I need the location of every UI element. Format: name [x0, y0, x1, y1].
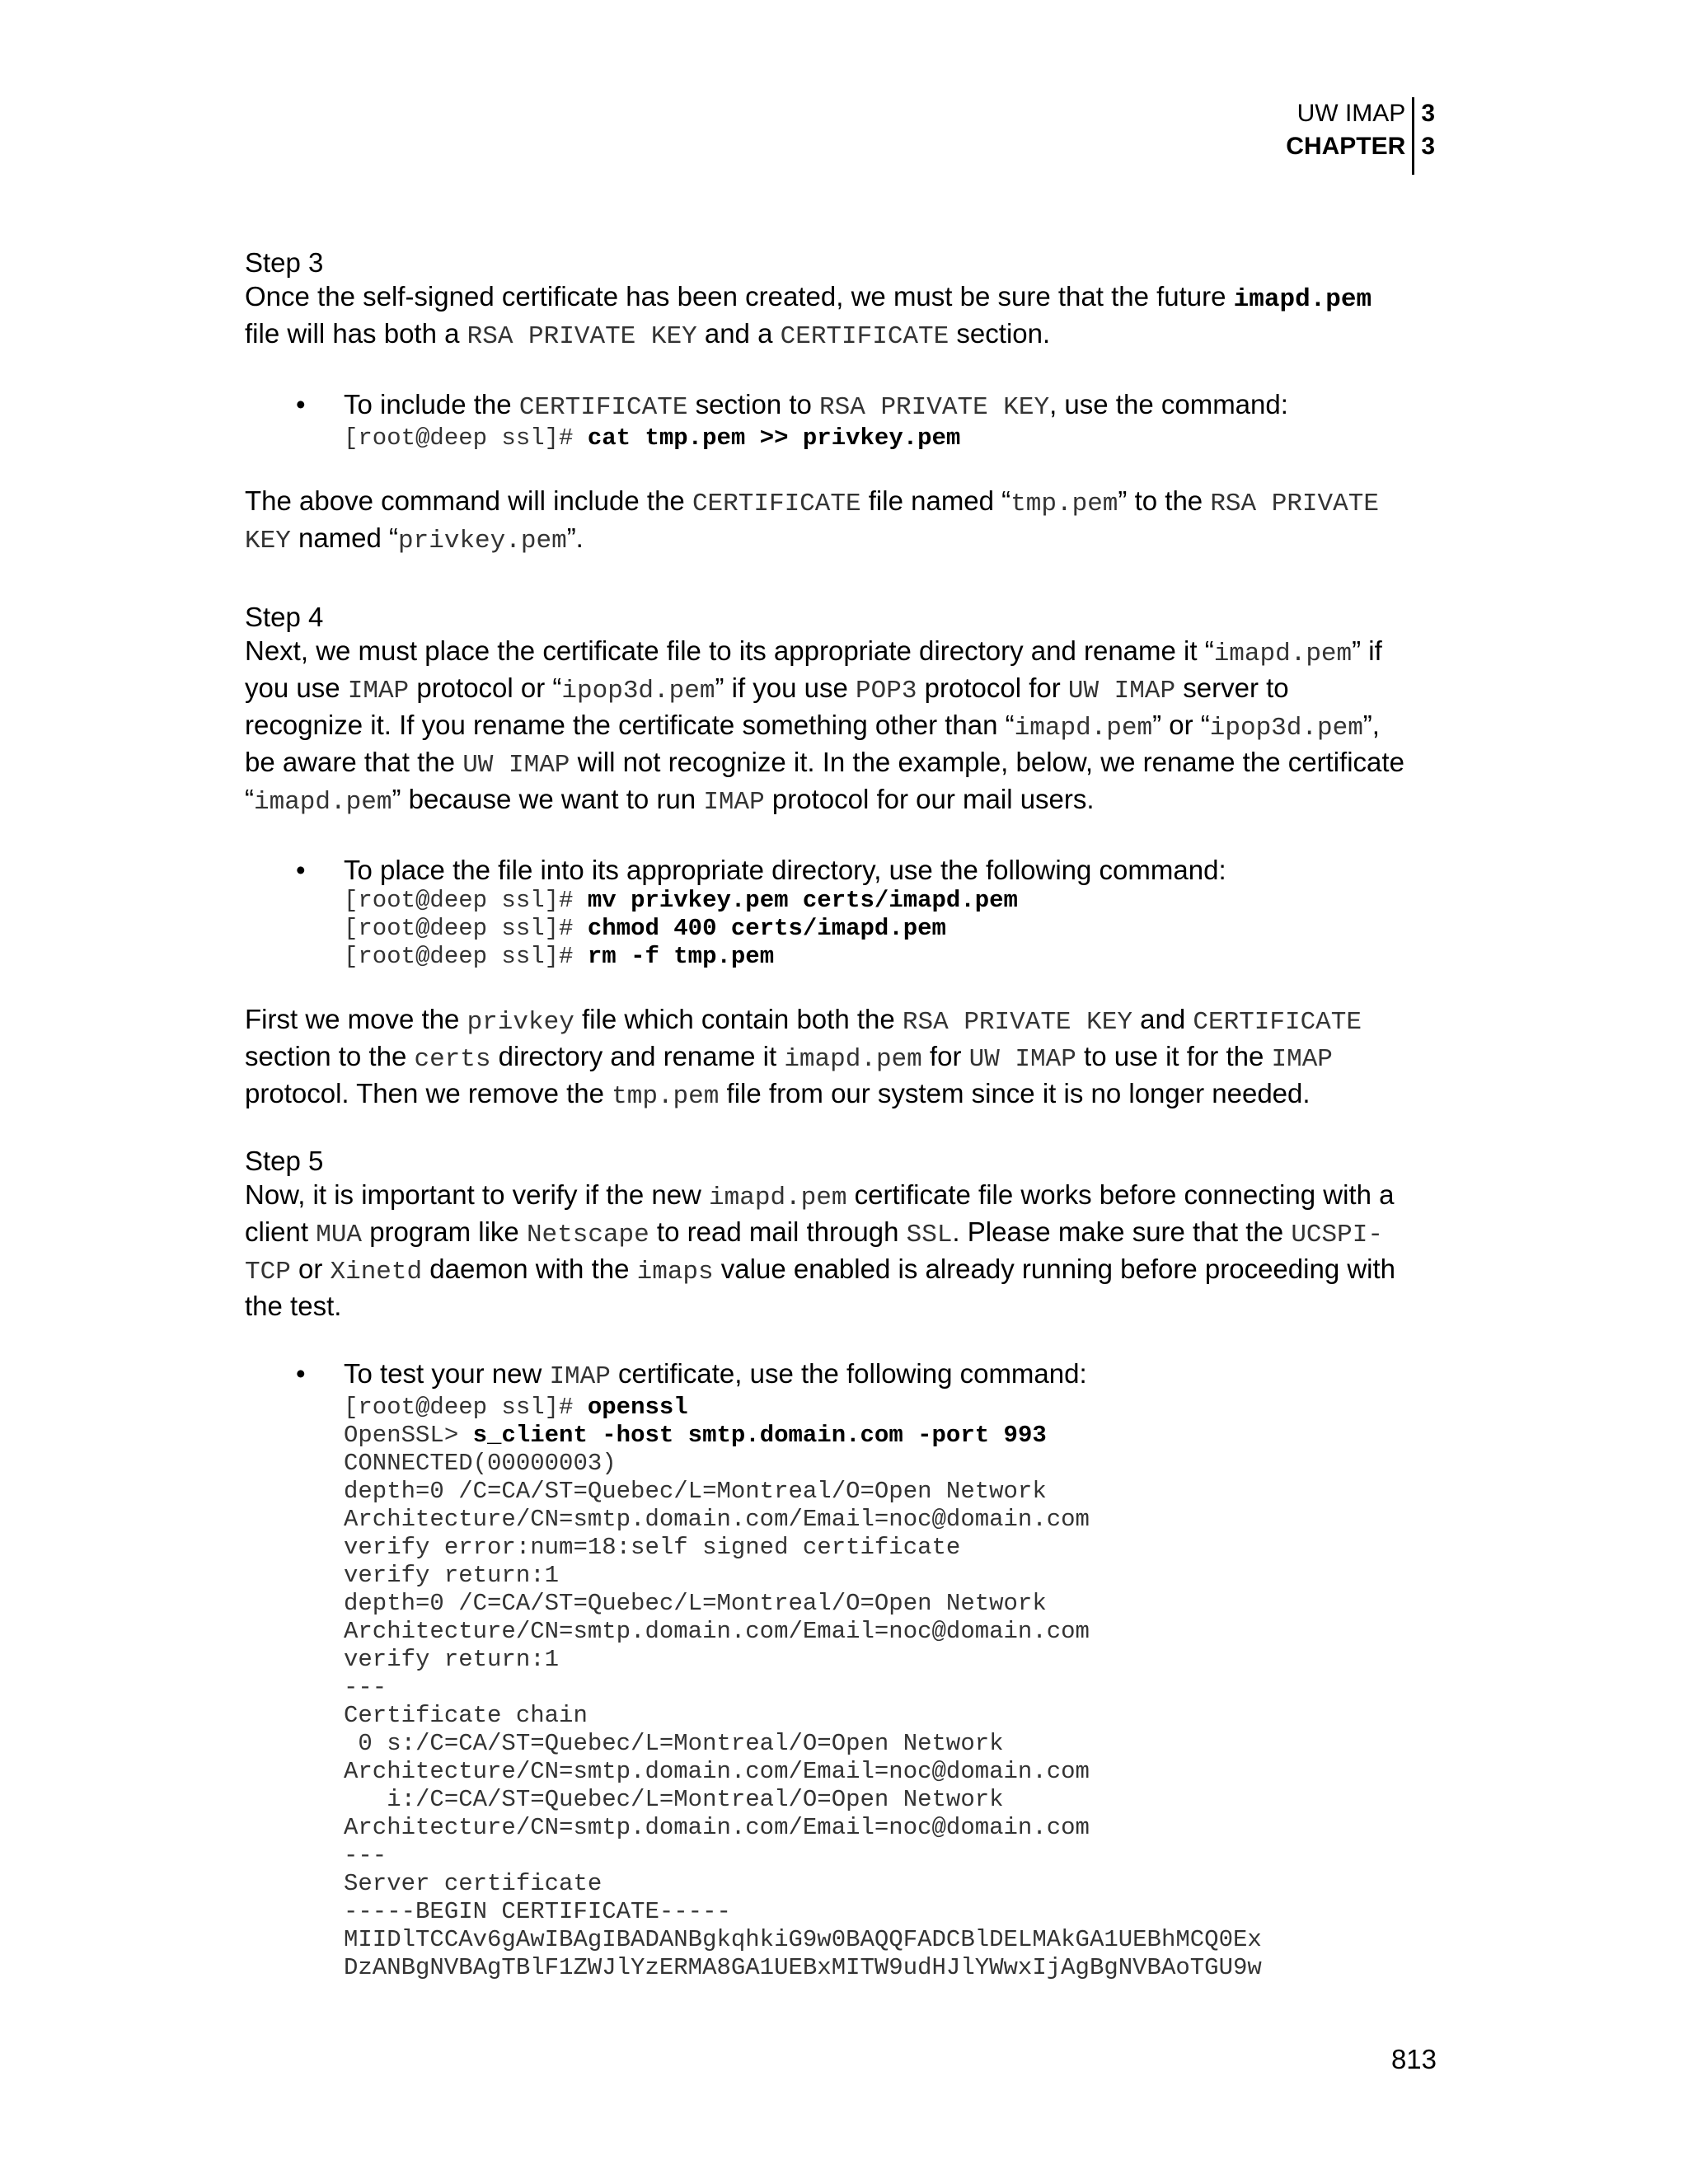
shell-command: cat tmp.pem >> privkey.pem [587, 424, 961, 452]
command-block [344, 424, 1432, 452]
output-line: depth=0 /C=CA/ST=Quebec/L=Montreal/O=Open Network [344, 1590, 1047, 1617]
code-term: imapd.pem [784, 1045, 922, 1074]
text: First we move the [245, 1004, 467, 1034]
text: . Please make sure that the [952, 1216, 1292, 1247]
code-term: imaps [636, 1258, 714, 1286]
text: protocol for our mail users. [764, 784, 1095, 814]
output-line: Architecture/CN=smtp.domain.com/Email=noc@domain.com [344, 1506, 1090, 1533]
text: section to the [245, 1041, 415, 1071]
text: The above command will include the [245, 485, 692, 516]
code-term: IMAP [1271, 1045, 1333, 1074]
text: and [1132, 1004, 1193, 1034]
output-line: -----BEGIN CERTIFICATE----- [344, 1898, 731, 1925]
code-term: KEY [245, 527, 291, 555]
code-term: POP3 [856, 677, 917, 705]
code-term: CERTIFICATE [518, 393, 688, 422]
output-line: Architecture/CN=smtp.domain.com/Email=noc@domain.com [344, 1618, 1090, 1645]
code-term: imapd.pem [254, 788, 392, 817]
code-term: UW IMAP [968, 1045, 1076, 1074]
output-line: i:/C=CA/ST=Quebec/L=Montreal/O=Open Network [344, 1786, 1004, 1813]
text: certificate file works before connecting with a [846, 1179, 1395, 1210]
text: for [921, 1041, 969, 1071]
step-4-bullet [245, 853, 1432, 971]
output-line: Architecture/CN=smtp.domain.com/Email=noc@domain.com [344, 1758, 1090, 1785]
text: file from our system since it is no longer needed. [719, 1078, 1311, 1108]
code-term: Netscape [526, 1221, 649, 1249]
step-3-explanation [245, 484, 1432, 558]
command-block [344, 887, 1432, 971]
bullet-dot: • [296, 1358, 306, 1389]
text: protocol or “ [409, 673, 562, 703]
text: protocol for [917, 673, 1068, 703]
text: or [290, 1254, 331, 1284]
code-term: UW IMAP [1067, 677, 1176, 705]
chapter-number: 3 [1421, 100, 1435, 127]
step-4-explanation [245, 1002, 1432, 1113]
shell-prompt: [root@deep ssl]# [344, 915, 588, 942]
output-line: verify return:1 [344, 1646, 560, 1673]
text: protocol. Then we remove the [245, 1078, 612, 1108]
output-line: depth=0 /C=CA/ST=Quebec/L=Montreal/O=Open Network [344, 1478, 1047, 1505]
openssl-prompt: OpenSSL> [344, 1422, 473, 1449]
code-term: IMAP [703, 788, 765, 817]
shell-command: mv privkey.pem certs/imapd.pem [587, 887, 1018, 914]
shell-prompt: [root@deep ssl]# [344, 424, 588, 452]
code-term: SSL [906, 1221, 953, 1249]
step-3-heading: Step 3 [245, 247, 324, 278]
code-term: RSA PRIVATE [1210, 490, 1379, 518]
text: recognize it. If you rename the certificate something other than “ [245, 710, 1015, 740]
text: value enabled is already running before proceeding with [713, 1254, 1396, 1284]
text: to use it for the [1076, 1041, 1272, 1071]
text: , use the command: [1049, 389, 1288, 419]
code-term: imapd.pem [709, 1183, 847, 1212]
code-term: UCSPI- [1291, 1221, 1383, 1249]
bullet-dot: • [296, 855, 306, 885]
code-term: imapd.pem [1213, 640, 1353, 668]
text: ” if you use [715, 673, 856, 703]
shell-prompt: [root@deep ssl]# [344, 1394, 588, 1421]
code-term: ipop3d.pem [561, 677, 715, 705]
chapter-label: CHAPTER [1286, 133, 1406, 160]
text: Now, it is important to verify if the new [245, 1179, 710, 1210]
code-term: IMAP [549, 1362, 611, 1391]
text: daemon with the [422, 1254, 637, 1284]
output-line: Server certificate [344, 1870, 603, 1897]
output-line: --- [344, 1842, 387, 1869]
step-4-section [245, 600, 1432, 1113]
text: Next, we must place the certificate file to its appropriate directory and rename it “ [245, 635, 1214, 666]
step-5-bullet [245, 1357, 1432, 1982]
text: directory and rename it [490, 1041, 785, 1071]
bullet-dot: • [296, 389, 306, 419]
text: to read mail through [649, 1216, 907, 1247]
code-term: RSA PRIVATE KEY [467, 322, 697, 351]
shell-command: openssl [587, 1394, 688, 1421]
text: ” because we want to run [392, 784, 704, 814]
text: client [245, 1216, 316, 1247]
text: To test your new [344, 1358, 550, 1389]
code-term: privkey [467, 1008, 574, 1037]
chapter-title: UW IMAP [1296, 100, 1406, 127]
section-number: 3 [1421, 133, 1435, 160]
text: section to [687, 389, 820, 419]
output-line: verify error:num=18:self signed certificate [344, 1534, 961, 1561]
running-header-titles [1286, 97, 1412, 175]
code-term: tmp.pem [1010, 490, 1118, 518]
shell-command: chmod 400 certs/imapd.pem [587, 915, 946, 942]
text: ”. [566, 523, 584, 553]
command-block [344, 1394, 1432, 1450]
step-5-heading: Step 5 [245, 1146, 324, 1176]
output-line: Certificate chain [344, 1702, 588, 1729]
code-term: TCP [245, 1258, 291, 1286]
text: ” or “ [1152, 710, 1210, 740]
text: ” to the [1118, 485, 1211, 516]
code-term: privkey.pem [398, 527, 567, 555]
code-term: imapd.pem [1233, 285, 1372, 314]
shell-command: rm -f tmp.pem [587, 943, 775, 970]
running-header [1286, 97, 1435, 175]
text: the test. [245, 1291, 342, 1321]
shell-command: s_client -host smtp.domain.com -port 993 [472, 1422, 1047, 1449]
output-line: verify return:1 [344, 1562, 560, 1589]
code-term: ipop3d.pem [1209, 714, 1363, 743]
code-term: RSA PRIVATE KEY [902, 1008, 1132, 1037]
code-term: MUA [316, 1221, 363, 1249]
step-5-section [245, 1144, 1432, 1982]
code-term: UW IMAP [462, 751, 570, 780]
output-line: MIIDlTCCAv6gAwIBAgIBADANBgkqhkiG9w0BAQQFADCBlDELMAkGA1UEBhMCQ0Ex [344, 1926, 1262, 1953]
text: you use [245, 673, 348, 703]
code-term: CERTIFICATE [692, 490, 861, 518]
text: program like [362, 1216, 527, 1247]
text: certificate, use the following command: [610, 1358, 1087, 1389]
text: ”, [1362, 710, 1380, 740]
bullet-text: To place the file into its appropriate directory, use the following command: [344, 855, 1226, 885]
command-output [344, 1450, 1432, 1982]
step-4-paragraph [245, 634, 1432, 819]
output-line: Architecture/CN=smtp.domain.com/Email=noc@domain.com [344, 1814, 1090, 1841]
shell-prompt: [root@deep ssl]# [344, 887, 588, 914]
step-3-bullet [245, 387, 1432, 452]
output-line: DzANBgNVBAgTBlF1ZWJlYzERMA8GA1UEBxMITW9udHJlYWwxIjAgBgNVBAoTGU9w [344, 1954, 1262, 1981]
step-3-section [245, 246, 1432, 558]
code-term: Xinetd [330, 1258, 423, 1286]
text: named “ [290, 523, 399, 553]
text: server to [1175, 673, 1289, 703]
output-line: 0 s:/C=CA/ST=Quebec/L=Montreal/O=Open Network [344, 1730, 1004, 1757]
text: and a [696, 318, 781, 349]
output-line: --- [344, 1674, 387, 1701]
code-term: certs [414, 1045, 491, 1074]
text: file will has both a [245, 318, 467, 349]
running-header-numbers [1414, 97, 1435, 175]
text: file which contain both the [574, 1004, 903, 1034]
code-term: imapd.pem [1014, 714, 1153, 743]
code-term: CERTIFICATE [780, 322, 950, 351]
page-number: 813 [1390, 2044, 1437, 2074]
text: section. [949, 318, 1051, 349]
text: Once the self-signed certificate has been created, we must be sure that the future [245, 281, 1234, 312]
text: will not recognize it. In the example, below, we rename the certificate [570, 747, 1404, 777]
text: ” if [1352, 635, 1382, 666]
code-term: tmp.pem [612, 1082, 720, 1111]
step-4-heading: Step 4 [245, 602, 324, 632]
code-term: IMAP [347, 677, 410, 705]
code-term: RSA PRIVATE KEY [819, 393, 1050, 422]
output-line: CONNECTED(00000003) [344, 1450, 617, 1477]
bullet-text [344, 1357, 1432, 1394]
text: To include the [344, 389, 519, 419]
text: “ [245, 784, 254, 814]
step-3-paragraph [245, 279, 1432, 354]
text: file named “ [860, 485, 1011, 516]
code-term: CERTIFICATE [1193, 1008, 1362, 1037]
bullet-text [344, 387, 1432, 424]
step-5-paragraph [245, 1178, 1432, 1323]
shell-prompt: [root@deep ssl]# [344, 943, 588, 970]
text: be aware that the [245, 747, 463, 777]
